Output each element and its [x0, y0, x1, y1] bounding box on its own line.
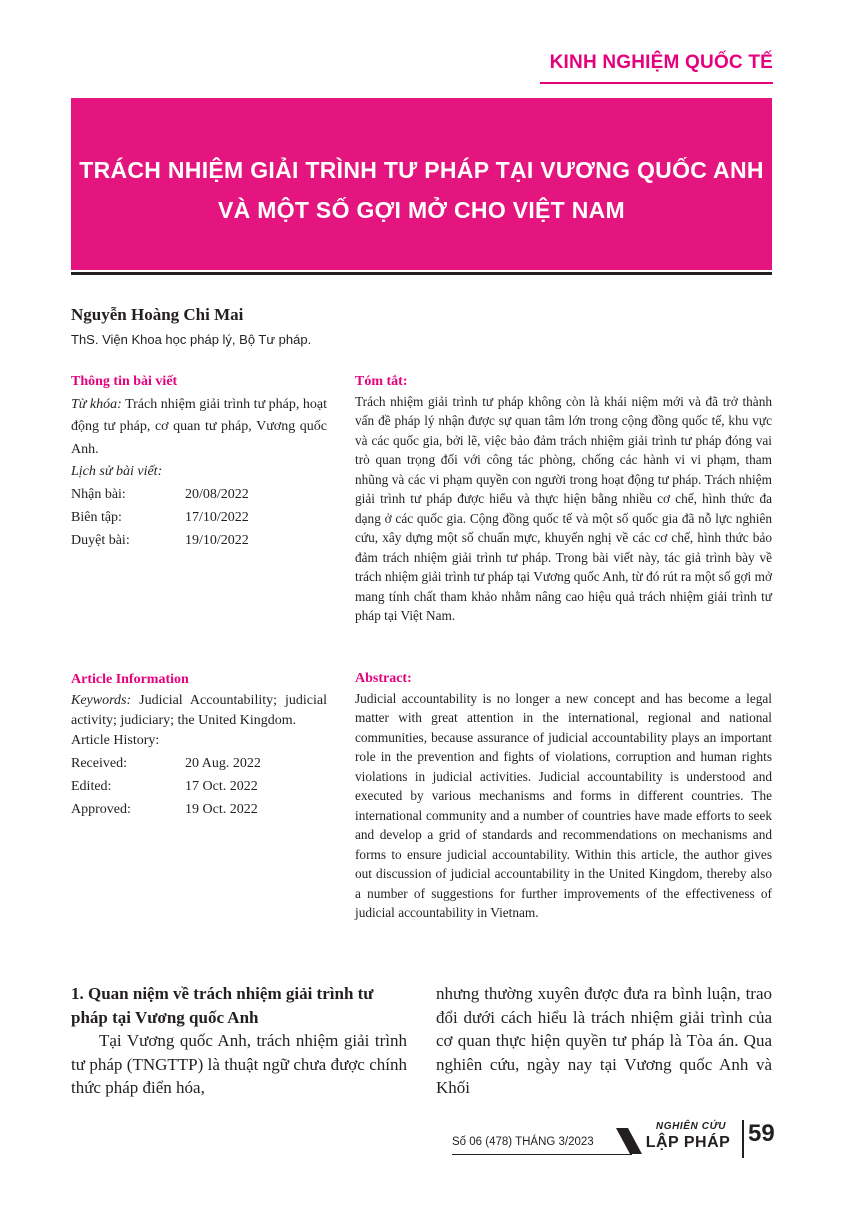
history-vi-key: Duyệt bài:: [71, 532, 130, 548]
info-vi-heading: Thông tin bài viết: [71, 374, 178, 389]
keywords-vi-label: Từ khóa:: [71, 396, 122, 412]
keywords-vi-text: Trách nhiệm giải trình tư pháp, hoạt động tư pháp, cơ quan tư pháp, Vương quốc Anh.: [71, 396, 327, 457]
journal-name-bottom: LẬP PHÁP: [645, 1134, 731, 1151]
section-label: KINH NGHIỆM QUỐC TẾ: [549, 52, 773, 73]
history-en-row: [71, 798, 327, 821]
author-affiliation: ThS. Viện Khoa học pháp lý, Bộ Tư pháp.: [71, 332, 312, 347]
body-right-column: [436, 982, 772, 1100]
abstract-en-text: Judicial accountability is no longer a new concept and has become a legal matter with great attention in the international, regional and national communities, because assurance of judicial accountability plays an important role in the prevention and fights of violations, corruption and human rights violations in judicial activities. Judicial accountability is understood and executed by various mechanisms and forms in different countries. The international community and a number of countries have made efforts to seek and develop a grid of standards and recommendations on mechanisms and forms to ensure judicial accountability. Within this article, the author gives out discussion of judicial accountability in the United Kingdom, thereby also a number of suggestions for further improvements of the effectiveness of judicial accountability in Vietnam.: [355, 690, 772, 920]
abstract-en-heading: Abstract:: [355, 671, 412, 686]
history-en-key: Received:: [71, 756, 127, 771]
keywords-vi: [71, 394, 327, 462]
history-vi-label: Lịch sử bài viết:: [71, 464, 163, 479]
journal-name-top: NGHIÊN CỨU: [655, 1121, 727, 1132]
info-en-heading: Article Information: [71, 672, 189, 687]
history-en-key: Approved:: [71, 802, 131, 817]
abstract-vi-heading: Tóm tắt:: [355, 374, 408, 389]
title-line-2: VÀ MỘT SỐ GỢI MỞ CHO VIỆT NAM: [218, 197, 625, 223]
keywords-en: [71, 691, 327, 730]
history-vi-row: [71, 484, 327, 507]
article-info-vi: [71, 371, 327, 553]
body-paragraph: Tại Vương quốc Anh, trách nhiệm giải trình tư pháp (TNGTTP) là thuật ngữ chưa được chính thức pháp điển hóa,: [71, 1031, 407, 1097]
section-heading: 1. Quan niệm về trách nhiệm giải trình tư pháp tại Vương quốc Anh: [71, 984, 374, 1027]
footer-separator: [742, 1120, 744, 1158]
history-en-label: Article History:: [71, 733, 160, 748]
history-en-date: 17 Oct. 2022: [185, 779, 258, 794]
history-vi-date: 17/10/2022: [185, 509, 249, 525]
author-name: Nguyễn Hoàng Chi Mai: [71, 305, 244, 324]
article-info-en: [71, 669, 327, 821]
title-line-1: TRÁCH NHIỆM GIẢI TRÌNH TƯ PHÁP TẠI VƯƠNG QUỐC ANH: [79, 157, 764, 183]
body-left-column: [71, 982, 407, 1100]
abstract-vi-text: Trách nhiệm giải trình tư pháp không còn là khái niệm mới và đã trở thành vấn đề pháp lý nhận được sự quan tâm lớn trong cộng đồng quốc tế, khu vực và các quốc gia, bởi lẽ, việc bảo đảm trách nhiệm giải trình tư pháp đóng vai trò quan trọng đối với công tác phòng, chống các hành vi vi phạm, tham nhũng và các vi phạm quyền con người trong hoạt động tư pháp. Trách nhiệm giải trình tư pháp được hiểu và thực hiện bằng nhiều cơ chế, hình thức đa dạng ở các quốc gia. Cộng đồng quốc tế và một số quốc gia đã nỗ lực nghiên cứu, xây dựng một số chuẩn mực, khuyến nghị về các cơ chế, hình thức bảo đảm trách nhiệm giải trình tư pháp. Trong bài viết này, tác giả trình bày về trách nhiệm giải trình tư pháp tại Vương quốc Anh, từ đó rút ra một số gợi mở mang tính chất tham khảo nhằm nâng cao hiệu quả trách nhiệm giải trình tư pháp tại Việt Nam.: [355, 393, 772, 623]
keywords-en-text: Judicial Accountability; judicial activity; judiciary; the United Kingdom.: [71, 693, 327, 728]
article-title: [71, 150, 772, 230]
history-en-row: [71, 752, 327, 775]
page-number: 59: [748, 1120, 775, 1147]
body-paragraph: nhưng thường xuyên được đưa ra bình luận, trao đổi dưới cách hiểu là trách nhiệm giải trình của cơ quan thực hiện quyền tư pháp là Tòa án. Qua nghiên cứu, ngày nay tại Vương quốc Anh và Khối: [436, 984, 772, 1097]
history-vi-key: Nhận bài:: [71, 486, 126, 502]
abstract-vi: [355, 372, 772, 626]
history-en-date: 20 Aug. 2022: [185, 756, 261, 771]
banner-rule: [71, 272, 772, 275]
history-en-key: Edited:: [71, 779, 112, 794]
section-rule: [540, 82, 773, 84]
history-vi-row: [71, 530, 327, 553]
keywords-en-label: Keywords:: [71, 693, 132, 708]
history-vi-date: 19/10/2022: [185, 532, 249, 548]
history-vi-date: 20/08/2022: [185, 486, 249, 502]
history-en-row: [71, 775, 327, 798]
history-vi-row: [71, 507, 327, 530]
issue-info: Số 06 (478) THÁNG 3/2023: [452, 1136, 594, 1148]
abstract-en: [355, 669, 772, 923]
footer-rule: [452, 1154, 632, 1155]
history-vi-key: Biên tập:: [71, 509, 122, 525]
history-en-date: 19 Oct. 2022: [185, 802, 258, 817]
